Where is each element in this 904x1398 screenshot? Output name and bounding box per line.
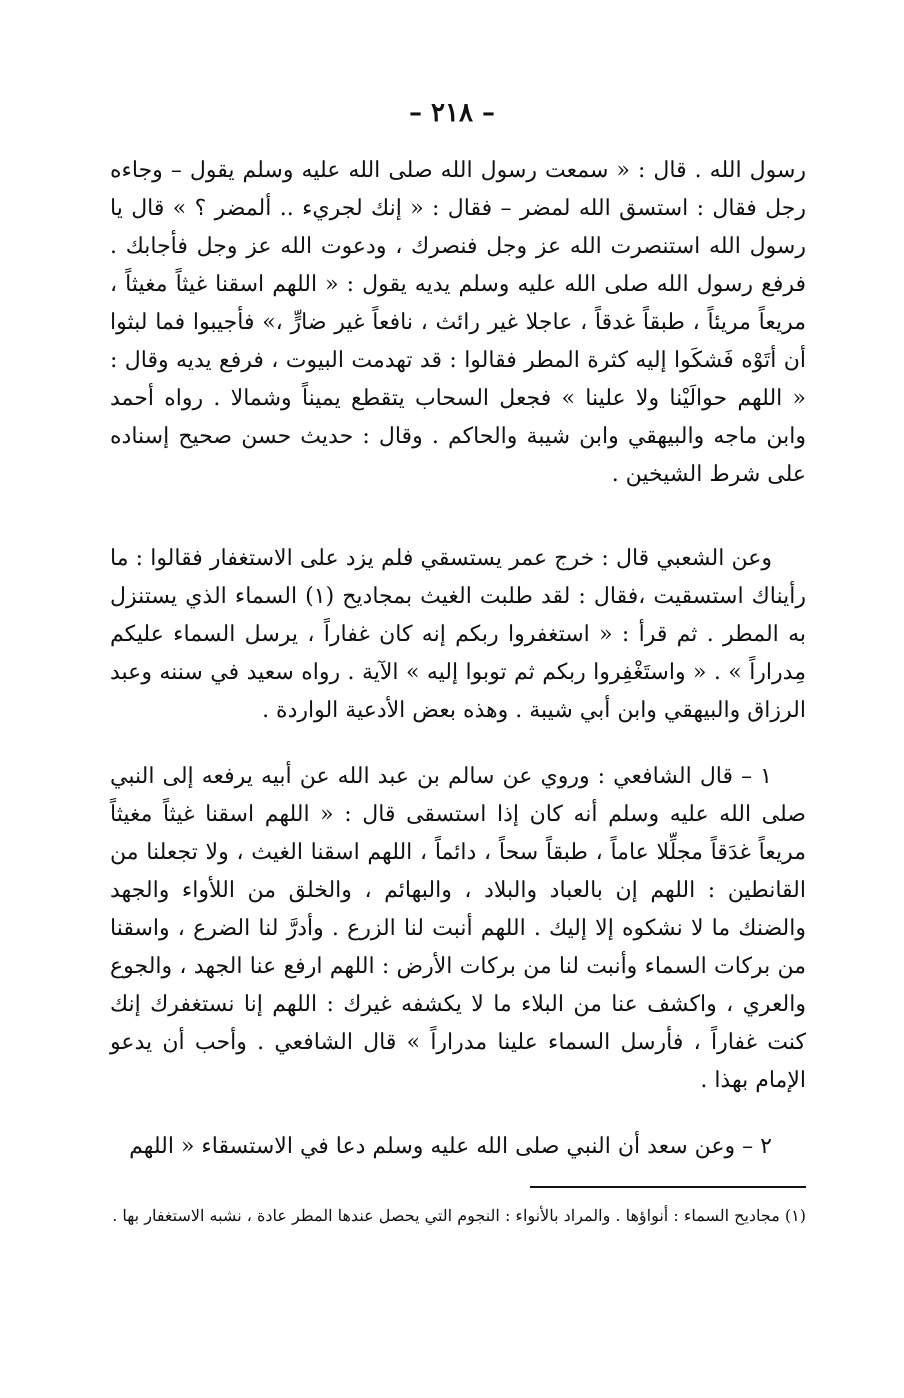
footnote-divider	[530, 1186, 806, 1188]
paragraph-umar-istisqa: وعن الشعبي قال : خرج عمر يستسقي فلم يزد على الاستغفار فقالوا : ما رأيناك استسقيت ،فقال : لقد طلبت الغيث بمجاديح (١) السماء الذي يستنزل به المطر . ثم قرأ : « استغفروا ربكم إنه كان غفاراً ، يرسل السماء عليكم مِدراراً » . « واستَغْفِروا ربكم ثم توبوا إليه » الآية . رواه سعيد في سننه وعبد الرزاق والبيهقي وابن أبي شيبة . وهذه بعض الأدعية الواردة .	[110, 546, 806, 723]
page-number: – ٢١٨ –	[408, 98, 496, 128]
paragraph-saad-dua: ٢ – وعن سعد أن النبي صلى الله عليه وسلم دعا في الاستسقاء « اللهم	[129, 1134, 772, 1159]
paragraph-shafii-dua: ١ – قال الشافعي : وروي عن سالم بن عبد الله عن أبيه يرفعه إلى النبي صلى الله عليه وسلم أنه كان إذا استسقى قال : « اللهم اسقنا غيثاً مغيثاً مريعاً غدَقاً مجلِّلا عاماً ، طبقاً سحاً ، دائماً ، اللهم اسقنا الغيث ، ولا تجعلنا من القانطين : اللهم إن بالعباد والبلاد ، والبهائم ، والخلق من اللأواء والجهد والضنك ما لا نشكوه إلا إليك . اللهم أنبت لنا الزرع . وأدرَّ لنا الضرع ، واسقنا من بركات السماء وأنبت لنا من بركات الأرض : اللهم ارفع عنا الجهد ، والجوع والعري ، واكشف عنا من البلاء ما لا يكشفه غيرك : اللهم إنا نستغفرك إنك كنت غفاراً ، فأرسل السماء علينا مدراراً » قال الشافعي . وأحب أن يدعو الإمام بهذا .	[110, 764, 806, 1093]
footnote: (١) مجاديح السماء : أنواؤها . والمراد بالأنواء : النجوم التي يحصل عندها المطر عادة ، نشبه الاستغفار بها .	[112, 1206, 806, 1225]
paragraph-hadith-rain-prayer: رسول الله . قال : « سمعت رسول الله صلى الله عليه وسلم يقول – وجاءه رجل فقال : استسق الله لمضر – فقال : « إنك لجريء .. ألمضر ؟ » قال يا رسول الله استنصرت الله عز وجل فنصرك ، ودعوت الله عز وجل فأجابك . فرفع رسول الله صلى الله عليه وسلم يديه يقول : « اللهم اسقنا غيثاً مغيثاً ، مريعاً مريئاً ، طبقاً غدقاً ، عاجلا غير رائث ، نافعاً غير ضارٍّ ،» فأجيبوا فما لبثوا أن أتَوْه فَشكَوا إليه كثرة المطر فقالوا : قد تهدمت البيوت ، فرفع يديه وقال : « اللهم حوالَيْنا ولا علينا » فجعل السحاب يتقطع يميناً وشمالا . رواه أحمد وابن ماجه والبيهقي وابن شيبة والحاكم . وقال : حديث حسن صحيح إسناده على شرط الشيخين .	[110, 158, 806, 487]
